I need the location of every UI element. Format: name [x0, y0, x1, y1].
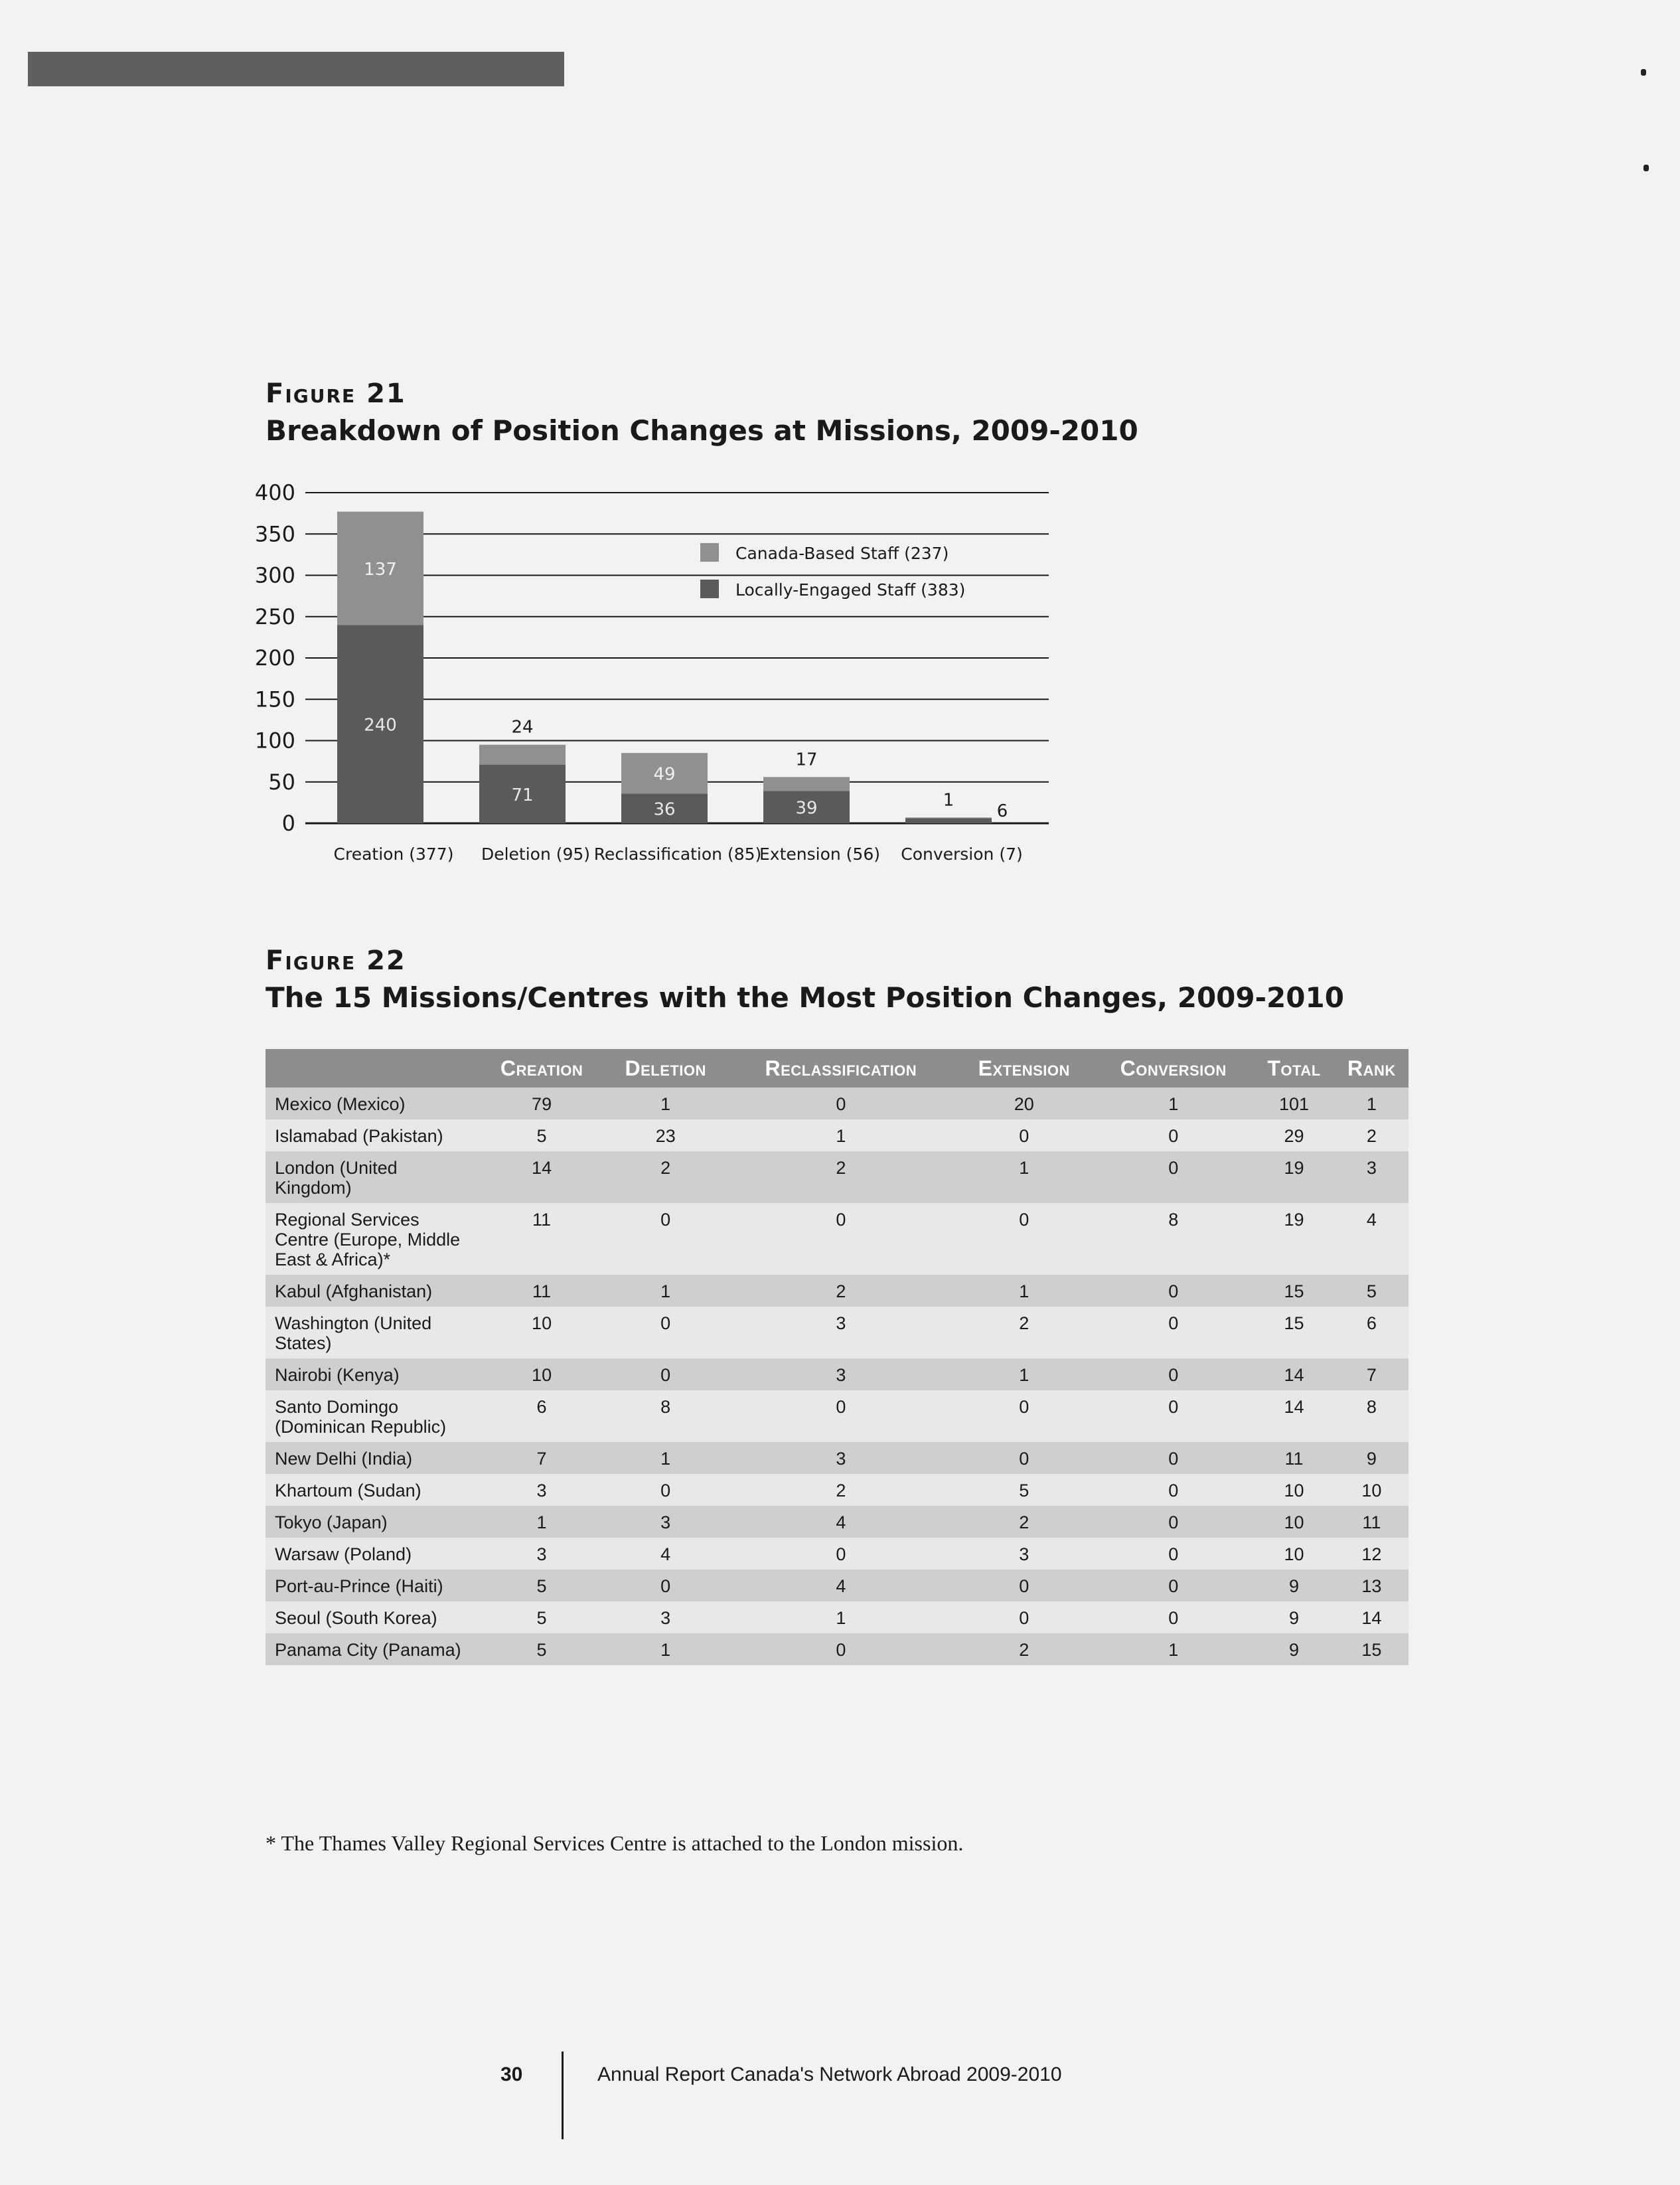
conversion-cell: 0 — [1093, 1307, 1253, 1358]
figure-21-title: Breakdown of Position Changes at Missions, 2009-2010 — [266, 414, 1138, 447]
deletion-cell: 1 — [604, 1088, 727, 1119]
y-tick-label: 300 — [254, 562, 295, 588]
reclassification-cell: 0 — [727, 1633, 955, 1665]
deletion-cell: 3 — [604, 1506, 727, 1538]
extension-cell: 2 — [955, 1506, 1093, 1538]
data-label-locally-engaged: 36 — [653, 799, 676, 820]
reclassification-cell: 3 — [727, 1307, 955, 1358]
conversion-cell: 0 — [1093, 1474, 1253, 1506]
mission-cell: Kabul (Afghanistan) — [266, 1275, 479, 1307]
column-header-extension: Extension — [955, 1049, 1093, 1088]
conversion-cell: 1 — [1093, 1633, 1253, 1665]
rank-cell: 14 — [1335, 1601, 1409, 1633]
data-label-canada-based: 1 — [943, 790, 955, 811]
creation-cell: 5 — [479, 1119, 604, 1151]
creation-cell: 79 — [479, 1088, 604, 1119]
data-label-canada-based: 49 — [653, 764, 676, 785]
deletion-cell: 8 — [604, 1390, 727, 1442]
page-number: 30 — [500, 2064, 523, 2085]
reclassification-cell: 2 — [727, 1275, 955, 1307]
deletion-cell: 0 — [604, 1474, 727, 1506]
legend-label: Locally-Engaged Staff (383) — [735, 580, 966, 600]
extension-cell: 1 — [955, 1275, 1093, 1307]
reclassification-cell: 0 — [727, 1538, 955, 1570]
creation-cell: 6 — [479, 1390, 604, 1442]
creation-cell: 3 — [479, 1538, 604, 1570]
y-tick-label: 250 — [254, 604, 295, 629]
rank-cell: 7 — [1335, 1358, 1409, 1390]
y-tick-label: 350 — [254, 521, 295, 547]
extension-cell: 3 — [955, 1538, 1093, 1570]
column-header-total: Total — [1253, 1049, 1334, 1088]
column-header-rank: Rank — [1335, 1049, 1409, 1088]
column-header-mission — [266, 1049, 479, 1088]
legend-swatch — [700, 543, 719, 562]
legend-swatch — [700, 580, 719, 598]
creation-cell: 1 — [479, 1506, 604, 1538]
conversion-cell: 0 — [1093, 1506, 1253, 1538]
conversion-cell: 0 — [1093, 1151, 1253, 1203]
conversion-cell: 0 — [1093, 1275, 1253, 1307]
total-cell: 15 — [1253, 1307, 1334, 1358]
footnote: * The Thames Valley Regional Services Centre is attached to the London mission. — [266, 1831, 964, 1855]
rank-cell: 2 — [1335, 1119, 1409, 1151]
total-cell: 14 — [1253, 1358, 1334, 1390]
total-cell: 15 — [1253, 1275, 1334, 1307]
rank-cell: 1 — [1335, 1088, 1409, 1119]
conversion-cell: 0 — [1093, 1119, 1253, 1151]
rank-cell: 4 — [1335, 1203, 1409, 1275]
mission-cell: Seoul (South Korea) — [266, 1601, 479, 1633]
creation-cell: 5 — [479, 1633, 604, 1665]
extension-cell: 0 — [955, 1203, 1093, 1275]
rank-cell: 11 — [1335, 1506, 1409, 1538]
deletion-cell: 4 — [604, 1538, 727, 1570]
total-cell: 9 — [1253, 1570, 1334, 1601]
total-cell: 9 — [1253, 1601, 1334, 1633]
conversion-cell: 0 — [1093, 1538, 1253, 1570]
rank-cell: 12 — [1335, 1538, 1409, 1570]
extension-cell: 2 — [955, 1633, 1093, 1665]
conversion-cell: 0 — [1093, 1442, 1253, 1474]
creation-cell: 11 — [479, 1203, 604, 1275]
deletion-cell: 0 — [604, 1307, 727, 1358]
table-row — [266, 1390, 1409, 1442]
total-cell: 10 — [1253, 1538, 1334, 1570]
data-label-locally-engaged: 39 — [795, 798, 818, 819]
column-header-deletion: Deletion — [604, 1049, 727, 1088]
extension-cell: 0 — [955, 1390, 1093, 1442]
rank-cell: 15 — [1335, 1633, 1409, 1665]
creation-cell: 5 — [479, 1601, 604, 1633]
table-row — [266, 1601, 1409, 1633]
table-row — [266, 1633, 1409, 1665]
total-cell: 101 — [1253, 1088, 1334, 1119]
table-row — [266, 1088, 1409, 1119]
deletion-cell: 0 — [604, 1358, 727, 1390]
creation-cell: 11 — [479, 1275, 604, 1307]
conversion-cell: 0 — [1093, 1570, 1253, 1601]
data-label-canada-based: 24 — [511, 717, 534, 738]
legend-label: Canada-Based Staff (237) — [735, 544, 949, 563]
table-row — [266, 1474, 1409, 1506]
deletion-cell: 1 — [604, 1275, 727, 1307]
table-row — [266, 1358, 1409, 1390]
deletion-cell: 1 — [604, 1633, 727, 1665]
deletion-cell: 2 — [604, 1151, 727, 1203]
mission-cell: Mexico (Mexico) — [266, 1088, 479, 1119]
position-changes-chart — [254, 465, 1069, 876]
extension-cell: 1 — [955, 1358, 1093, 1390]
total-cell: 19 — [1253, 1151, 1334, 1203]
column-header-creation: Creation — [479, 1049, 604, 1088]
reclassification-cell: 0 — [727, 1203, 955, 1275]
extension-cell: 5 — [955, 1474, 1093, 1506]
bar-canada-based — [763, 777, 850, 791]
table-row — [266, 1307, 1409, 1358]
extension-cell: 20 — [955, 1088, 1093, 1119]
creation-cell: 14 — [479, 1151, 604, 1203]
figure-21-label: Figure 21 — [266, 378, 406, 409]
rank-cell: 13 — [1335, 1570, 1409, 1601]
reclassification-cell: 4 — [727, 1506, 955, 1538]
extension-cell: 1 — [955, 1151, 1093, 1203]
conversion-cell: 8 — [1093, 1203, 1253, 1275]
data-label-locally-engaged: 71 — [511, 785, 534, 805]
reclassification-cell: 3 — [727, 1442, 955, 1474]
total-cell: 10 — [1253, 1474, 1334, 1506]
y-tick-label: 200 — [254, 645, 295, 671]
reclassification-cell: 3 — [727, 1358, 955, 1390]
x-category-label: Deletion (95) — [481, 845, 591, 864]
mission-cell: New Delhi (India) — [266, 1442, 479, 1474]
mission-cell: Tokyo (Japan) — [266, 1506, 479, 1538]
mission-cell: Islamabad (Pakistan) — [266, 1119, 479, 1151]
total-cell: 14 — [1253, 1390, 1334, 1442]
mission-cell: Khartoum (Sudan) — [266, 1474, 479, 1506]
bar-canada-based — [479, 745, 566, 765]
header-bar — [28, 52, 564, 86]
rank-cell: 8 — [1335, 1390, 1409, 1442]
deletion-cell: 0 — [604, 1570, 727, 1601]
table-row — [266, 1151, 1409, 1203]
mission-cell: Panama City (Panama) — [266, 1633, 479, 1665]
reclassification-cell: 1 — [727, 1119, 955, 1151]
y-tick-label: 50 — [268, 769, 295, 795]
deletion-cell: 0 — [604, 1203, 727, 1275]
table-row — [266, 1506, 1409, 1538]
mission-cell: London (United Kingdom) — [266, 1151, 479, 1203]
total-cell: 9 — [1253, 1633, 1334, 1665]
mission-cell: Regional Services Centre (Europe, Middle East & Africa)* — [266, 1203, 479, 1275]
column-header-conversion: Conversion — [1093, 1049, 1253, 1088]
y-tick-label: 150 — [254, 687, 295, 712]
scan-mark — [1643, 165, 1649, 171]
column-header-reclassification: Reclassification — [727, 1049, 955, 1088]
table-row — [266, 1570, 1409, 1601]
table-row — [266, 1538, 1409, 1570]
table-row — [266, 1203, 1409, 1275]
deletion-cell: 1 — [604, 1442, 727, 1474]
conversion-cell: 0 — [1093, 1390, 1253, 1442]
reclassification-cell: 4 — [727, 1570, 955, 1601]
extension-cell: 0 — [955, 1601, 1093, 1633]
table-header-row — [266, 1049, 1409, 1088]
rank-cell: 9 — [1335, 1442, 1409, 1474]
reclassification-cell: 0 — [727, 1088, 955, 1119]
extension-cell: 2 — [955, 1307, 1093, 1358]
conversion-cell: 1 — [1093, 1088, 1253, 1119]
table-row — [266, 1442, 1409, 1474]
y-tick-label: 0 — [281, 811, 295, 836]
data-label-canada-based: 137 — [364, 559, 397, 580]
deletion-cell: 3 — [604, 1601, 727, 1633]
total-cell: 11 — [1253, 1442, 1334, 1474]
bar-canada-based — [905, 817, 992, 818]
figure-22-label: Figure 22 — [266, 945, 406, 976]
total-cell: 29 — [1253, 1119, 1334, 1151]
x-category-label: Conversion (7) — [901, 845, 1023, 864]
extension-cell: 0 — [955, 1119, 1093, 1151]
reclassification-cell: 2 — [727, 1151, 955, 1203]
mission-cell: Port-au-Prince (Haiti) — [266, 1570, 479, 1601]
bar-locally-engaged — [905, 819, 992, 823]
scan-mark — [1641, 69, 1646, 76]
x-category-label: Reclassification (85) — [593, 845, 762, 864]
deletion-cell: 23 — [604, 1119, 727, 1151]
data-label-locally-engaged: 240 — [364, 715, 397, 736]
mission-cell: Santo Domingo (Dominican Republic) — [266, 1390, 479, 1442]
missions-table — [266, 1049, 1409, 1665]
table-row — [266, 1119, 1409, 1151]
creation-cell: 10 — [479, 1307, 604, 1358]
x-category-label: Creation (377) — [333, 845, 454, 864]
creation-cell: 10 — [479, 1358, 604, 1390]
extension-cell: 0 — [955, 1442, 1093, 1474]
footer-title: Annual Report Canada's Network Abroad 2009-2010 — [597, 2064, 1062, 2085]
conversion-cell: 0 — [1093, 1601, 1253, 1633]
footer-divider — [562, 2052, 564, 2139]
data-label-canada-based: 17 — [795, 750, 818, 770]
total-cell: 10 — [1253, 1506, 1334, 1538]
mission-cell: Washington (United States) — [266, 1307, 479, 1358]
extension-cell: 0 — [955, 1570, 1093, 1601]
y-tick-label: 100 — [254, 728, 295, 754]
reclassification-cell: 2 — [727, 1474, 955, 1506]
mission-cell: Nairobi (Kenya) — [266, 1358, 479, 1390]
mission-cell: Warsaw (Poland) — [266, 1538, 479, 1570]
data-label-locally-engaged: 6 — [996, 801, 1008, 821]
conversion-cell: 0 — [1093, 1358, 1253, 1390]
reclassification-cell: 1 — [727, 1601, 955, 1633]
rank-cell: 10 — [1335, 1474, 1409, 1506]
table-row — [266, 1275, 1409, 1307]
x-category-label: Extension (56) — [759, 845, 880, 864]
figure-22-title: The 15 Missions/Centres with the Most Position Changes, 2009-2010 — [266, 981, 1344, 1014]
rank-cell: 6 — [1335, 1307, 1409, 1358]
creation-cell: 7 — [479, 1442, 604, 1474]
creation-cell: 5 — [479, 1570, 604, 1601]
rank-cell: 5 — [1335, 1275, 1409, 1307]
total-cell: 19 — [1253, 1203, 1334, 1275]
y-tick-label: 400 — [254, 480, 295, 505]
creation-cell: 3 — [479, 1474, 604, 1506]
reclassification-cell: 0 — [727, 1390, 955, 1442]
rank-cell: 3 — [1335, 1151, 1409, 1203]
